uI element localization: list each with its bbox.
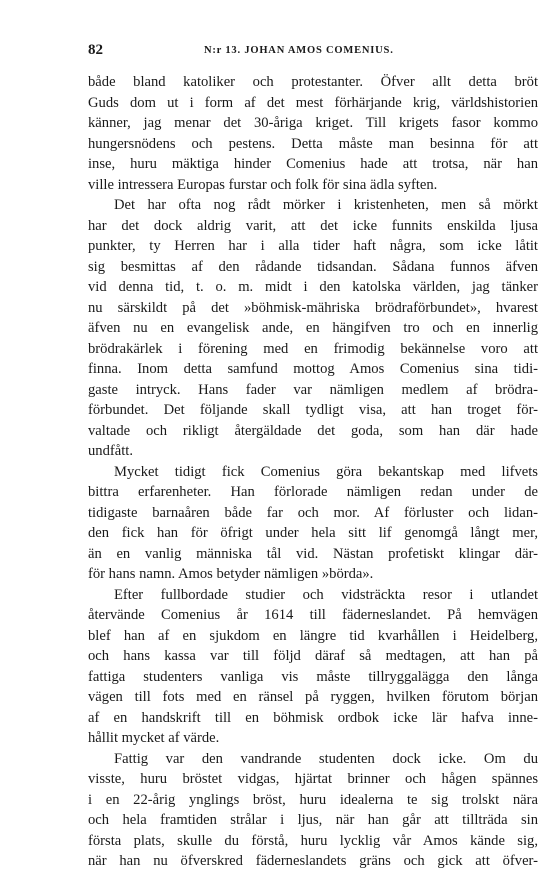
- text-line: i en 22-årig ynglings bröst, huru idealerna te sig trolskt nära: [88, 791, 538, 808]
- body-text: [88, 72, 538, 872]
- text-line: än en vanlig människa tål vid. Nästan profetiskt klingar där-: [88, 545, 538, 562]
- text-line: den fick han för öfrigt under hela sitt lif genomgå långt mer,: [88, 525, 538, 541]
- header-title: N:r 13. JOHAN AMOS COMENIUS.: [204, 45, 394, 56]
- text-line: inse, huru mäktiga hinder Comenius hade att trotsa, när han: [88, 156, 538, 172]
- text-line: vid denna tid, t. o. m. midt i den katolska världen, jag tänker: [88, 279, 538, 295]
- text-line: gaste intryck. Hans fader var nämligen medlem af brödra-: [88, 381, 538, 398]
- page-number: 82: [88, 42, 103, 58]
- text-line: känner, jag menar det 30-åriga kriget. Till krigets fasor kommo: [88, 115, 538, 131]
- text-line: ville intressera Europas furstar och folk för sina ädla syften.: [88, 176, 438, 193]
- text-line: återvände Comenius år 1614 till fäderneslandet. På hemvägen: [88, 607, 538, 623]
- text-line: vägen till fots med en ränsel på ryggen, hvilken förutom början: [88, 689, 538, 705]
- text-line: bittra erfarenheter. Han förlorade nämligen redan under de: [88, 484, 538, 500]
- text-line: fattiga studenters vanliga vis måste tillryggalägga den långa: [88, 668, 538, 685]
- running-head: [88, 42, 538, 64]
- text-line: nu särskildt på det »böhmisk-mähriska brödraförbundet», hvarest: [88, 299, 538, 316]
- text-line: af en handskrift till en böhmisk ordbok icke lär hafva inne-: [88, 709, 538, 726]
- text-line: undfått.: [88, 443, 133, 459]
- text-line: Det har ofta nog rådt mörker i kristenheten, men så mörkt: [114, 197, 538, 213]
- text-line: finna. Inom detta samfund mottog Amos Comenius sina tidi-: [88, 361, 538, 377]
- text-line: hungersnödens och pestens. Detta måste man besinna för att: [88, 135, 538, 152]
- book-page: [88, 42, 538, 872]
- text-line: både bland katoliker och protestanter. Öfver allt detta bröt: [88, 74, 538, 90]
- text-line: punkter, ty Herren har i alla tider haft några, som icke låtit: [88, 238, 538, 254]
- text-line: och hans kassa var till följd däraf så medtagen, att han på: [88, 648, 538, 664]
- text-line: valtade och rikligt återgäldade det goda, som han där hade: [88, 422, 538, 439]
- text-line: förbundet. Det följande skall tydligt visa, att han troget för-: [88, 402, 538, 418]
- text-line: brödrakärlek i förening med en frimodig bekännelse voro att: [88, 340, 538, 357]
- text-line: Efter fullbordade studier och vidsträckta resor i utlandet: [114, 586, 538, 603]
- text-line: Mycket tidigt fick Comenius göra bekantskap med lifvets: [114, 463, 538, 480]
- text-line: äfven nu en evangelisk ande, en hängifven tro och en innerlig: [88, 320, 538, 336]
- text-line: Guds dom ut i form af det mest förhärjande krig, världshistorien: [88, 94, 538, 111]
- text-line: när han nu öfverskred fäderneslandets gräns och gick att öfver-: [88, 853, 538, 869]
- text-line: visste, huru bröstet vidgas, hjärtat brinner och hågen spännes: [88, 771, 538, 787]
- text-line: har det dock aldrig varit, att det icke funnits enskilda ljusa: [88, 217, 538, 234]
- text-line: första plats, skulle du förstå, huru lycklig vår Amos kände sig,: [88, 832, 538, 849]
- text-line: hållit mycket af värde.: [88, 730, 220, 746]
- text-line: för hans namn. Amos betyder nämligen »börda».: [88, 566, 374, 582]
- text-line: blef han af en sjukdom en längre tid kvarhållen i Heidelberg,: [88, 627, 538, 644]
- text-line: sig besmittas af den rådande tidsandan. Sådana funnos äfven: [88, 258, 538, 275]
- text-line: och hela framtiden strålar i ljus, när han går att tillträda sin: [88, 812, 538, 828]
- text-line: Fattig var den vandrande studenten dock icke. Om du: [114, 750, 538, 767]
- text-line: tidigaste barnaåren både far och mor. Af förluster och lidan-: [88, 504, 538, 521]
